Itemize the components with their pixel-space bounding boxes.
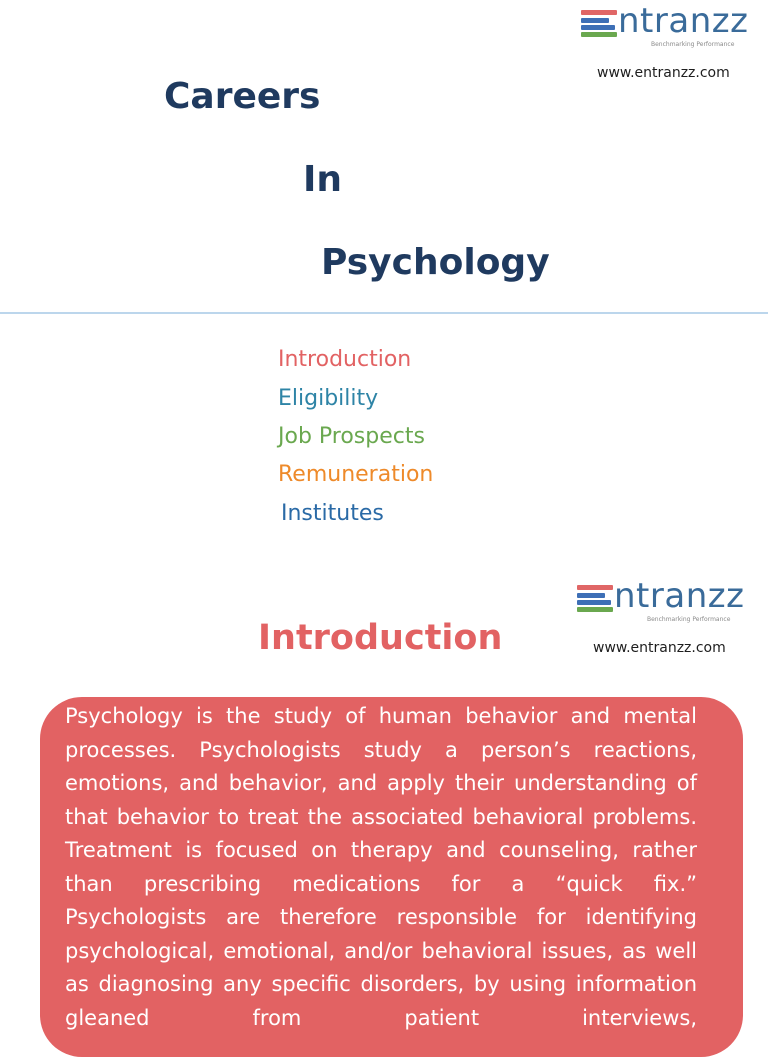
toc-institutes[interactable]: Institutes: [281, 501, 384, 526]
title-line-in: In: [303, 159, 343, 200]
title-line-careers: Careers: [164, 76, 321, 117]
logo-tagline: Benchmarking Performance: [647, 616, 731, 623]
website-url[interactable]: www.entranzz.com: [597, 65, 730, 81]
entranzz-logo-icon: [581, 10, 617, 38]
toc-remuneration[interactable]: Remuneration: [278, 462, 434, 487]
logo-wordmark: ntranzz: [618, 1, 749, 41]
title-line-psychology: Psychology: [321, 242, 550, 283]
intro-body-text: Psychology is the study of human behavior and mental processes. Psychologists study a person’s reactions, emotions, and behavior, and apply their understanding of that behavior to treat the associated behavioral problems. Treatment is focused on therapy and counseling, rather than prescribing medications for a “quick fix.” Psychologists are therefore responsible for identifying psychological, emotional, and/or behavioral issues, as well as diagnosing any specific disorders, by using information gleaned from patient interviews,: [65, 704, 697, 1030]
toc-eligibility[interactable]: Eligibility: [278, 386, 379, 411]
toc-job-prospects[interactable]: Job Prospects: [278, 424, 425, 449]
website-url[interactable]: www.entranzz.com: [593, 640, 726, 656]
slide-divider: [0, 312, 768, 314]
toc-introduction[interactable]: Introduction: [278, 347, 412, 372]
logo-tagline: Benchmarking Performance: [651, 41, 735, 48]
logo-wordmark: ntranzz: [614, 576, 745, 616]
entranzz-logo-icon: [577, 585, 613, 613]
section-title: Introduction: [258, 618, 503, 658]
